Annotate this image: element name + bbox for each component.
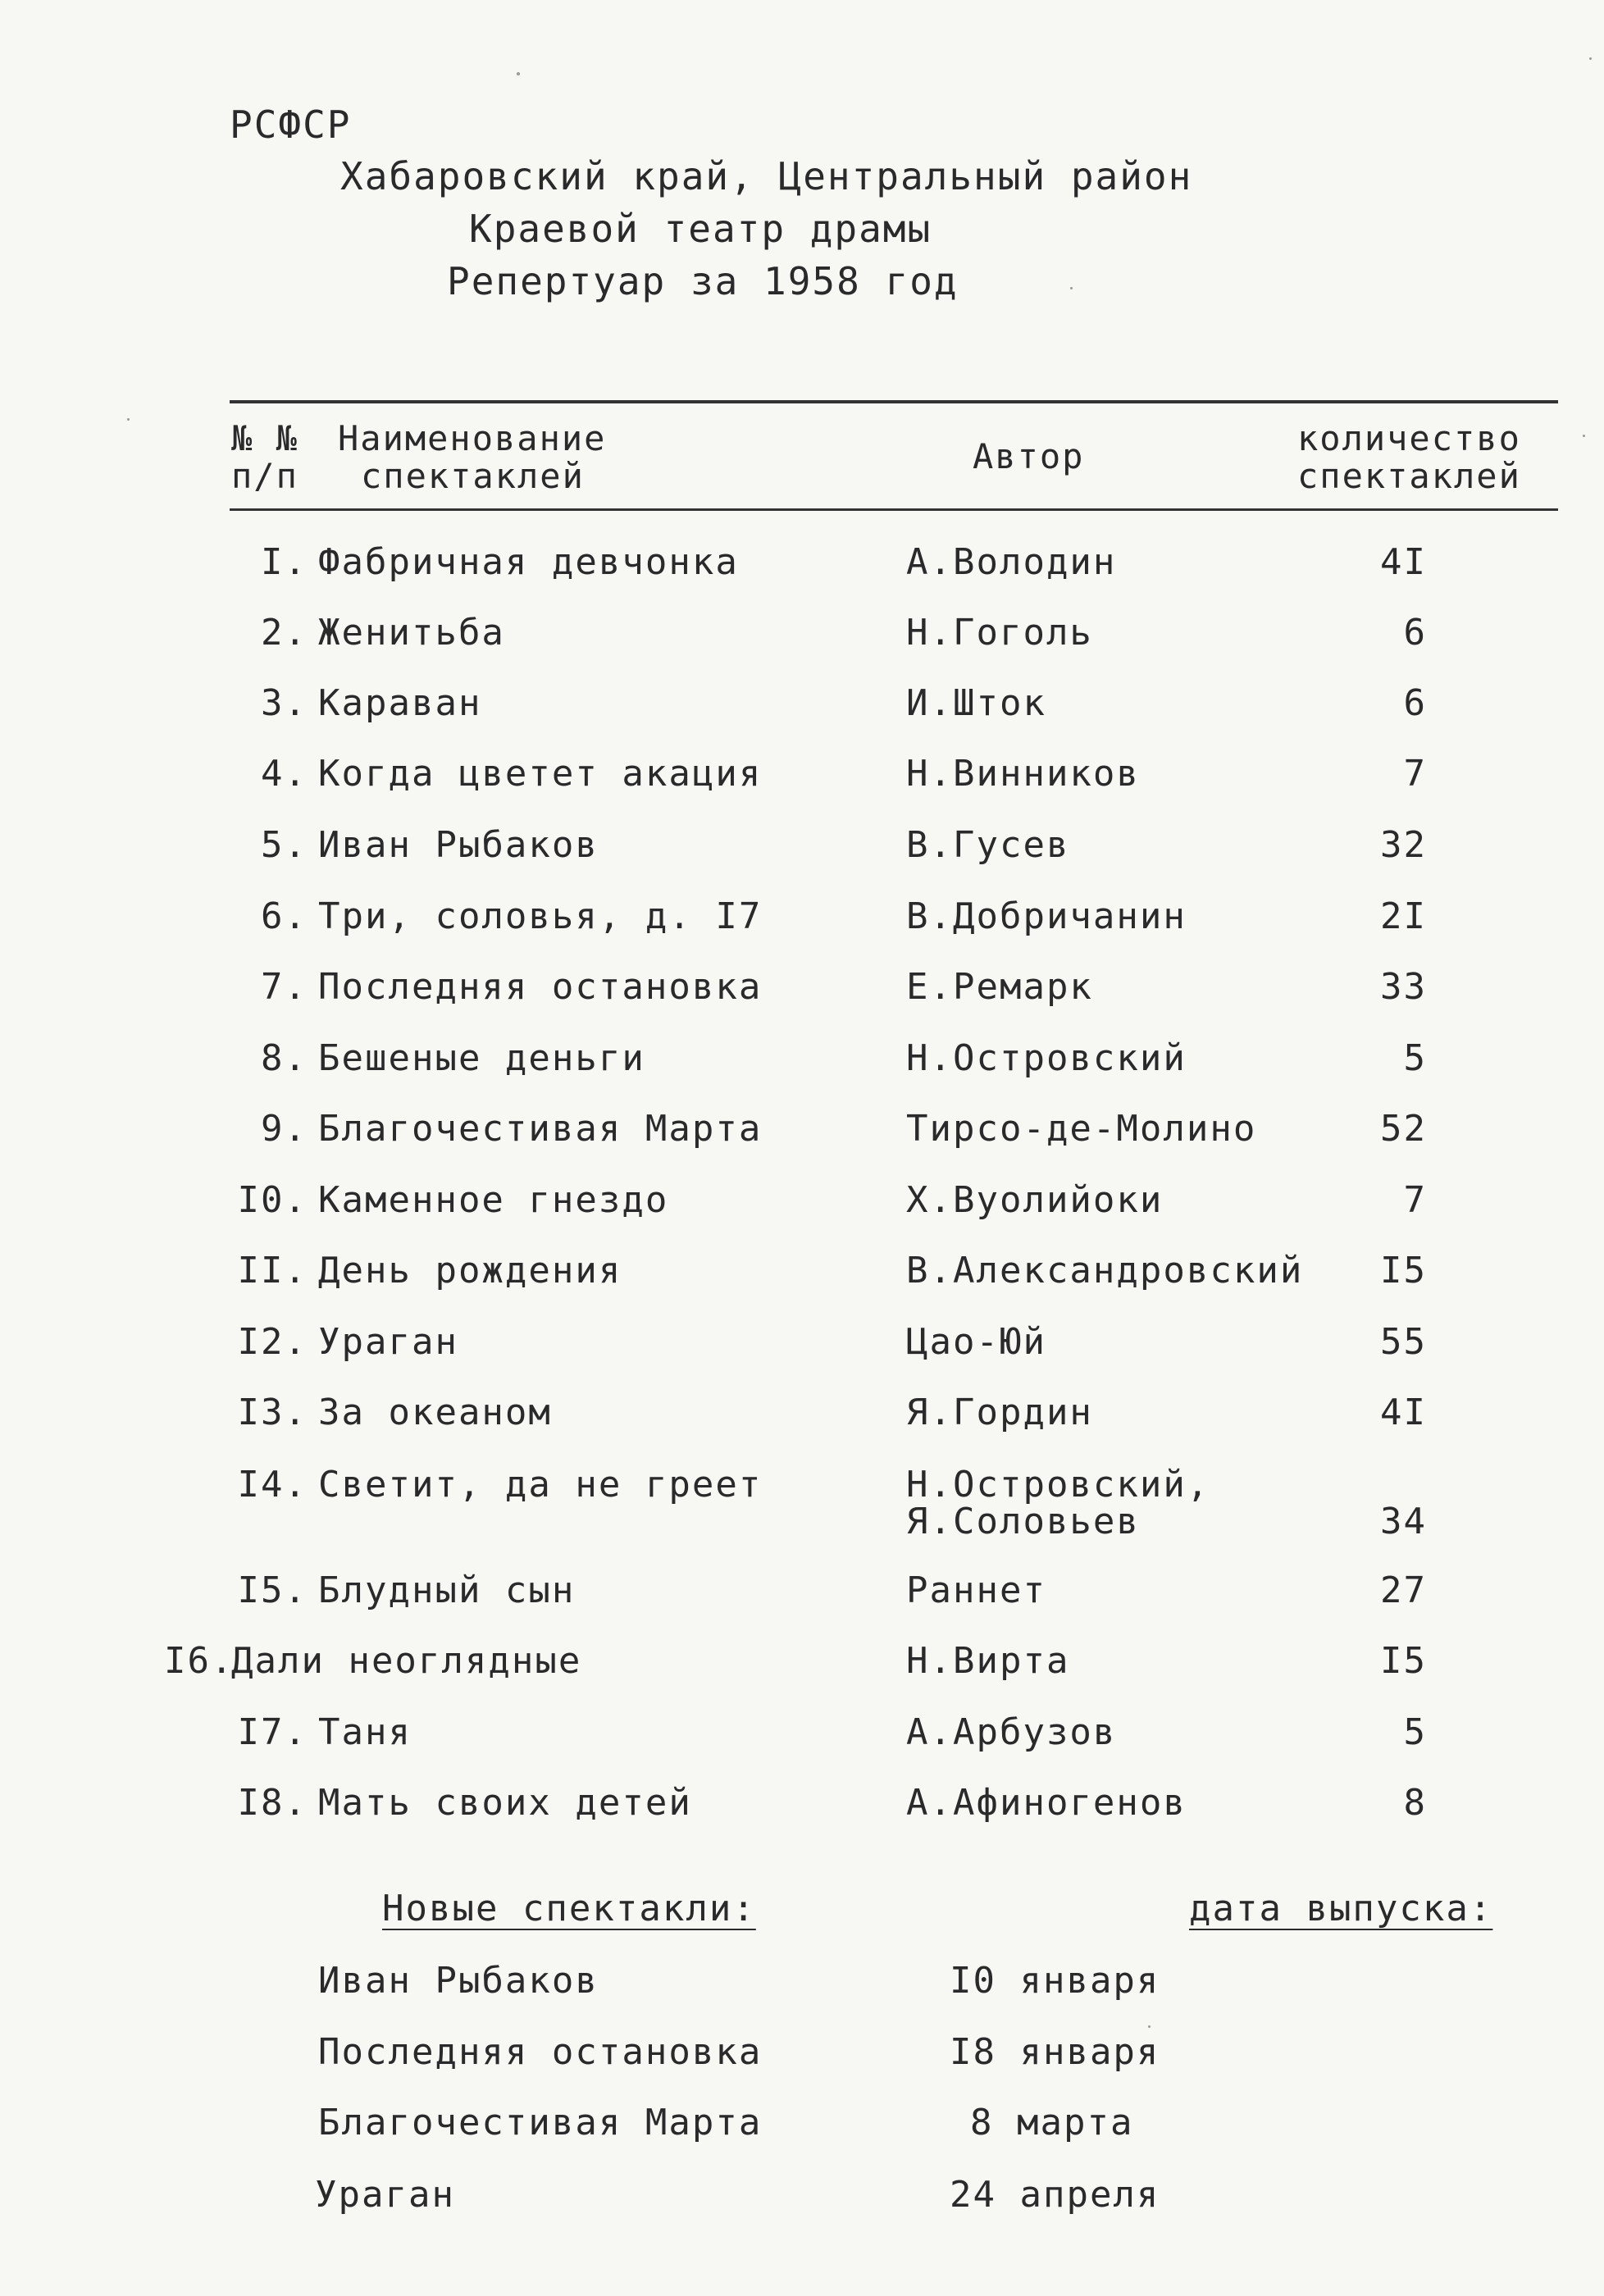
new-play-date: I0 января	[950, 1960, 1160, 2002]
col-count-header-line2: спектаклей	[1297, 456, 1521, 496]
row-count: 4I	[1380, 1392, 1427, 1433]
row-author-second-line: Я.Соловьев	[906, 1501, 1140, 1542]
row-count: 4I	[1380, 541, 1427, 583]
row-number: II.	[237, 1250, 308, 1292]
header-theatre: Краевой театр драмы	[469, 207, 932, 251]
col-author-header: Автор	[973, 436, 1085, 476]
new-play-date: I8 января	[950, 2031, 1160, 2073]
row-number: 5.	[261, 824, 308, 866]
row-author: Цао-Юй	[906, 1321, 1046, 1363]
row-count: 33	[1380, 966, 1427, 1008]
row-number: 3.	[261, 682, 308, 724]
scan-speck	[1148, 2025, 1151, 2028]
row-count: 34	[1380, 1501, 1427, 1542]
new-play-title: Благочестивая Марта	[318, 2102, 763, 2143]
row-count: 8	[1403, 1782, 1427, 1824]
table-header-rule	[230, 508, 1558, 511]
row-count: 55	[1380, 1321, 1427, 1363]
row-title: Женитьба	[318, 612, 505, 654]
release-date-heading: дата выпуска:	[1189, 1888, 1493, 1929]
row-title: Караван	[318, 682, 482, 724]
row-count: 6	[1403, 682, 1427, 724]
row-count: 7	[1403, 1179, 1427, 1221]
new-play-title: Иван Рыбаков	[318, 1960, 599, 2002]
row-number: I6.	[164, 1640, 235, 1682]
table-top-rule	[230, 400, 1558, 403]
row-title: Фабричная девчонка	[318, 541, 739, 583]
row-author: Раннет	[906, 1569, 1046, 1611]
row-author: А.Арбузов	[906, 1711, 1117, 1753]
row-count: 5	[1403, 1711, 1427, 1753]
scan-speck	[1070, 287, 1073, 289]
row-count: 7	[1403, 753, 1427, 795]
row-title: Когда цветет акация	[318, 753, 763, 795]
col-num-header-line1: № №	[231, 418, 298, 458]
row-number: I4.	[237, 1464, 308, 1506]
row-number: 7.	[261, 966, 308, 1008]
row-title: Последняя остановка	[318, 966, 763, 1008]
row-title: Каменное гнездо	[318, 1179, 669, 1221]
row-title: Блудный сын	[318, 1569, 576, 1611]
new-play-date: 8 марта	[970, 2102, 1134, 2143]
row-title: День рождения	[318, 1250, 622, 1292]
row-title: Светит, да не греет	[318, 1464, 763, 1506]
row-count: 6	[1403, 612, 1427, 654]
col-name-header-line1: Наименование	[338, 418, 607, 458]
row-author: Н.Гоголь	[906, 612, 1093, 654]
scan-speck	[1583, 435, 1585, 437]
row-count: I5	[1380, 1250, 1427, 1292]
row-number: 6.	[261, 895, 308, 937]
row-number: I.	[261, 541, 308, 583]
row-number: 8.	[261, 1037, 308, 1079]
header-region: Хабаровский край, Центральный район	[340, 154, 1193, 198]
row-author: Н.Островский,	[906, 1464, 1210, 1506]
row-count: 27	[1380, 1569, 1427, 1611]
col-num-header-line2: п/п	[231, 456, 298, 496]
row-title: Иван Рыбаков	[318, 824, 599, 866]
row-author: В.Гусев	[906, 824, 1070, 866]
row-title: Бешеные деньги	[318, 1037, 645, 1079]
row-count: 5	[1403, 1037, 1427, 1079]
scan-speck	[517, 72, 520, 75]
row-number: I7.	[237, 1711, 308, 1753]
row-title: Благочестивая Марта	[318, 1108, 763, 1150]
row-author: Н.Островский	[906, 1037, 1187, 1079]
new-plays-heading: Новые спектакли:	[382, 1888, 756, 1929]
row-author: А.Володин	[906, 541, 1117, 583]
row-author: Х.Вуолийоки	[906, 1179, 1164, 1221]
row-number: 9.	[261, 1108, 308, 1150]
row-author: Тирсо-де-Молино	[906, 1108, 1257, 1150]
row-author: В.Александровский	[906, 1250, 1304, 1292]
row-title: Три, соловья, д. I7	[318, 895, 763, 937]
row-count: 32	[1380, 824, 1427, 866]
col-name-header-line2: спектаклей	[361, 456, 585, 496]
new-play-title: Последняя остановка	[318, 2031, 763, 2073]
row-title: Ураган	[318, 1321, 458, 1363]
row-number: I3.	[237, 1392, 308, 1433]
row-title: Таня	[318, 1711, 412, 1753]
col-count-header-line1: количество	[1297, 418, 1521, 458]
row-number: 4.	[261, 753, 308, 795]
header-country: РСФСР	[230, 102, 352, 147]
row-number: I5.	[237, 1569, 308, 1611]
row-count: I5	[1380, 1640, 1427, 1682]
row-author: Е.Ремарк	[906, 966, 1093, 1008]
row-author: Я.Гордин	[906, 1392, 1093, 1433]
scan-speck	[1589, 57, 1592, 60]
row-author: Н.Винников	[906, 753, 1140, 795]
row-title: За океаном	[318, 1392, 552, 1433]
header-repertoire-title: Репертуар за 1958 год	[447, 259, 959, 303]
row-number: I8.	[237, 1782, 308, 1824]
row-title: Дали неоглядные	[231, 1640, 582, 1682]
row-count: 52	[1380, 1108, 1427, 1150]
row-count: 2I	[1380, 895, 1427, 937]
row-number: I2.	[237, 1321, 308, 1363]
row-author: Н.Вирта	[906, 1640, 1070, 1682]
row-title: Мать своих детей	[318, 1782, 692, 1824]
new-play-date: 24 апреля	[950, 2174, 1160, 2216]
row-author: И.Шток	[906, 682, 1046, 724]
row-author: В.Добричанин	[906, 895, 1187, 937]
new-play-title: Ураган	[315, 2174, 455, 2216]
row-number: 2.	[261, 612, 308, 654]
scan-speck	[127, 418, 130, 421]
row-number: I0.	[237, 1179, 308, 1221]
row-author: А.Афиногенов	[906, 1782, 1187, 1824]
